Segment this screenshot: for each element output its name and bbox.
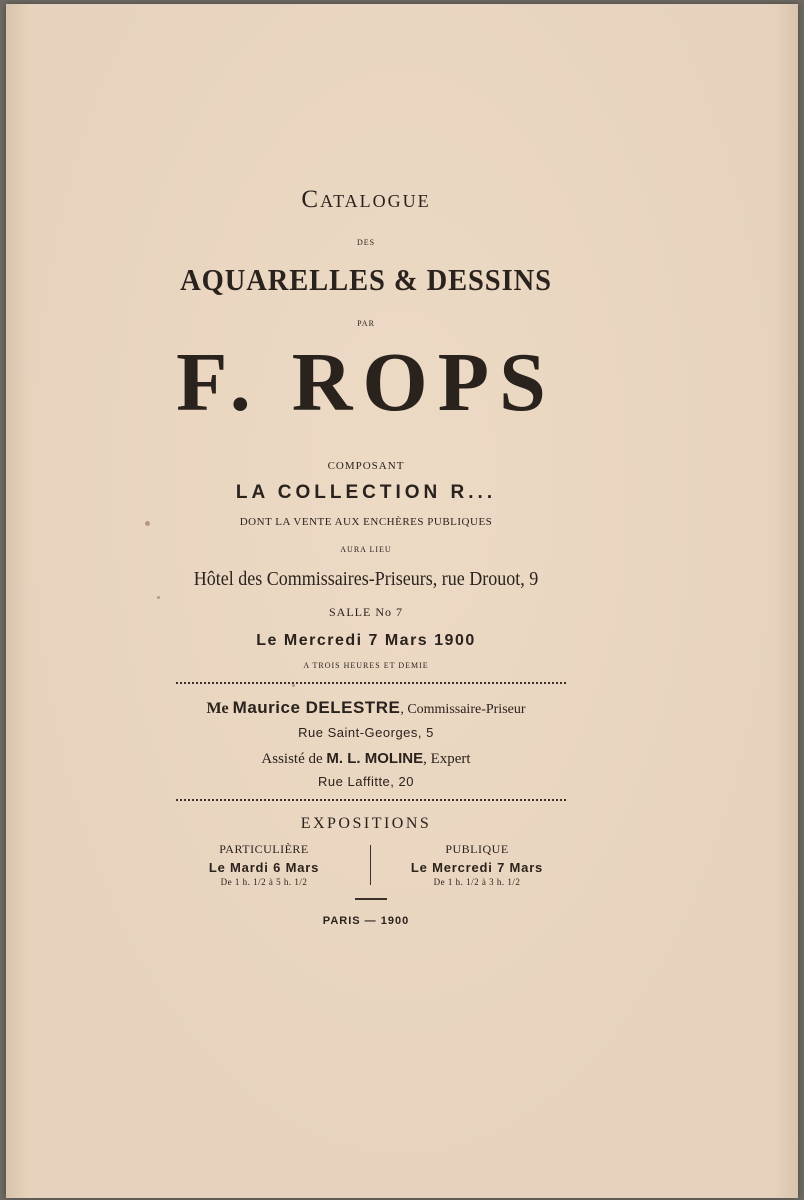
- dotted-divider-top: [176, 682, 566, 686]
- composant-word: COMPOSANT: [327, 460, 405, 472]
- auctioneer-role: , Commissaire-Priseur: [400, 702, 526, 717]
- expert-role: , Expert: [423, 751, 471, 767]
- auctioneer-line: [6, 698, 726, 718]
- page-content: [6, 4, 798, 1198]
- imprint: PARIS — 1900: [322, 915, 410, 927]
- exposition-separator: [370, 845, 371, 885]
- catalogue-title: Catalogue: [301, 186, 431, 213]
- foxing-spot: [157, 596, 160, 599]
- foxing-spot: [145, 521, 150, 526]
- auctioneer-address: Rue Saint-Georges, 5: [298, 725, 434, 740]
- subject-heading: AQUARELLES & DESSINS: [180, 262, 552, 297]
- aura-lieu: AURA LIEU: [340, 545, 392, 554]
- expert-name: M. L. MOLINE: [326, 750, 424, 767]
- expositions-heading: EXPOSITIONS: [300, 815, 432, 832]
- catalogue-page: [6, 4, 798, 1198]
- venue-address: Hôtel des Commissaires-Priseurs, rue Drouot, 9: [193, 568, 539, 590]
- publique-hours: De 1 h. 1/2 à 3 h. 1/2: [433, 877, 521, 887]
- expert-line: [6, 750, 726, 768]
- sale-date: Le Mercredi 7 Mars 1900: [256, 632, 476, 649]
- auctioneer-name: Maurice DELESTRE: [232, 698, 401, 717]
- des-word: DES: [356, 238, 376, 247]
- collection-name: LA COLLECTION R...: [235, 482, 497, 503]
- dotted-divider-bottom: [176, 799, 566, 803]
- particuliere-hours: De 1 h. 1/2 à 5 h. 1/2: [220, 877, 308, 887]
- foxing-spot: [292, 684, 295, 687]
- artist-name: F. ROPS: [176, 336, 556, 429]
- expert-prefix: Assisté de: [261, 751, 323, 767]
- publique-label: PUBLIQUE: [445, 842, 509, 856]
- par-word: PAR: [357, 319, 375, 328]
- sale-description: DONT LA VENTE AUX ENCHÈRES PUBLIQUES: [239, 516, 493, 528]
- particuliere-label: PARTICULIÈRE: [219, 842, 309, 856]
- expert-address: Rue Laffitte, 20: [318, 774, 414, 789]
- auctioneer-prefix: Me: [206, 700, 229, 717]
- sale-time: A TROIS HEURES ET DEMIE: [303, 661, 429, 670]
- footer-rule: [355, 898, 387, 900]
- salle-number: SALLE No 7: [329, 605, 403, 619]
- particuliere-date: Le Mardi 6 Mars: [208, 860, 320, 875]
- publique-date: Le Mercredi 7 Mars: [410, 860, 544, 875]
